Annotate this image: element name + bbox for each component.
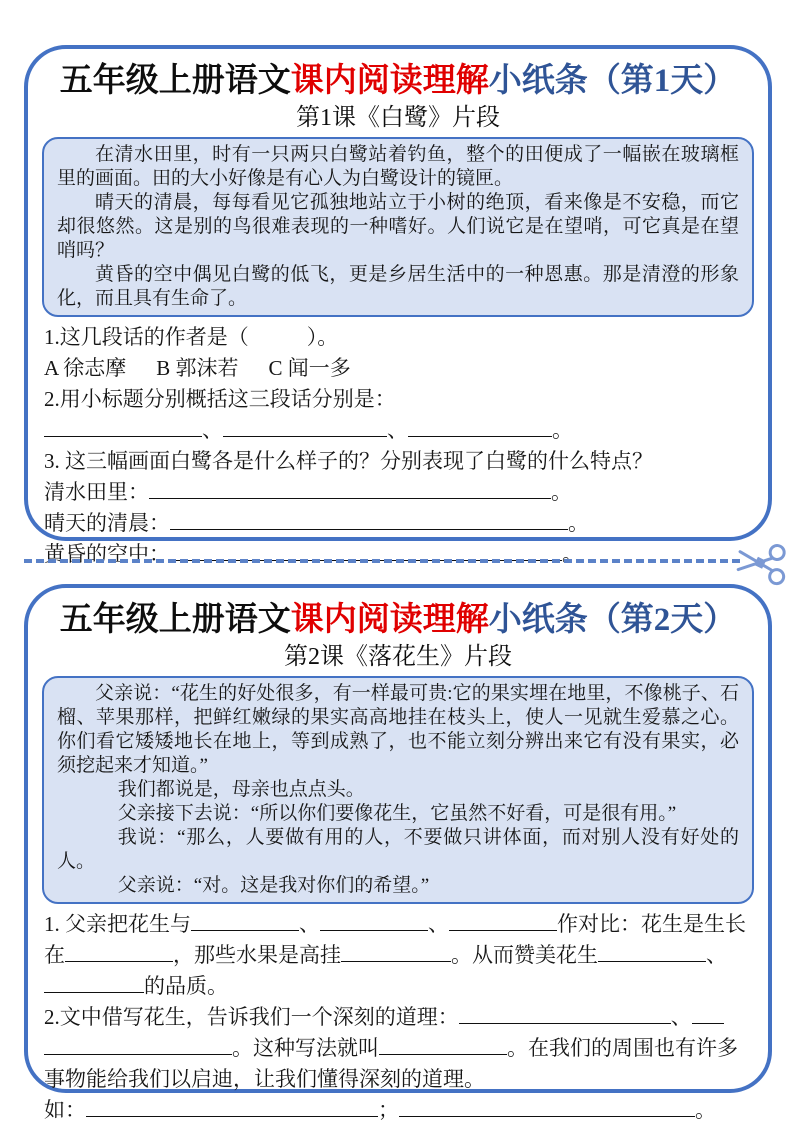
question-text: ；: [378, 1098, 399, 1122]
question-line: [44, 539, 752, 570]
question-line: [44, 508, 752, 539]
question-line: [44, 322, 752, 353]
question-text: 。: [551, 480, 572, 504]
answer-blank: [408, 415, 552, 437]
answer-blank: [341, 940, 451, 962]
passage-paragraph: 晴天的清晨，每每看见它孤独地站立于小树的绝顶，看来像是不安稳，而它却很悠然。这是别的鸟很难表现的一种嗜好。人们说它是在望哨，可它真是在望哨吗？: [57, 192, 739, 261]
question-text: 2.文中借写花生，告诉我们一个深刻的道理：: [44, 1005, 459, 1029]
answer-blank: [149, 477, 551, 499]
worksheet-title-day2: [42, 600, 754, 640]
question-text: ）。: [306, 325, 339, 349]
question-line: [44, 1002, 752, 1033]
question-text: 清水田里：: [44, 480, 149, 504]
answer-blank: [44, 1033, 232, 1055]
answer-blank: [692, 1002, 724, 1024]
answer-blank: [399, 1095, 695, 1117]
question-line: [44, 477, 752, 508]
question-line: [44, 1095, 752, 1122]
question-text: 、: [428, 912, 449, 936]
question-line: [44, 1064, 752, 1095]
question-text: 作对比：花生是生长: [557, 912, 746, 936]
question-line: [44, 384, 752, 415]
question-text: ，那些水果是高挂: [173, 943, 341, 967]
question-text: A 徐志摩: [44, 356, 127, 380]
question-text: 。: [568, 511, 589, 535]
title-grade-part: 五年级上册语文: [59, 63, 291, 99]
question-text: 黄昏的空中：: [44, 542, 170, 566]
passage-paragraph: 父亲接下去说：“所以你们要像花生，它虽然不好看，可是很有用。”: [117, 803, 677, 824]
reading-passage-day1: [42, 137, 754, 317]
answer-gap: [239, 354, 269, 375]
question-text: 在: [44, 943, 65, 967]
question-line: [44, 415, 752, 446]
reading-passage-day2: [42, 676, 754, 904]
question-text: 。: [552, 418, 573, 442]
question-line: [44, 909, 752, 940]
question-text: 晴天的清晨：: [44, 511, 170, 535]
title-topic-part: 课内阅读理解: [290, 63, 489, 99]
answer-blank: [223, 415, 387, 437]
answer-gap: [249, 323, 307, 344]
question-text: 。: [562, 542, 583, 566]
passage-paragraph: 在清水田里，时有一只两只白鹭站着钓鱼，整个的田便成了一幅嵌在玻璃框里的画面。田的大小好像是有心人为白鹭设计的镜匣。: [57, 144, 739, 189]
question-text: 、: [387, 418, 408, 442]
question-text: 、: [202, 418, 223, 442]
question-text: 的品质。: [144, 974, 228, 998]
answer-blank: [459, 1002, 671, 1024]
question-line: [44, 971, 752, 1002]
answer-blank: [320, 909, 428, 931]
question-text: 1.这几段话的作者是（: [44, 325, 249, 349]
question-text: 。在我们的周围也有许多: [507, 1036, 738, 1060]
answer-blank: [65, 940, 173, 962]
question-text: C 闻一多: [268, 356, 351, 380]
question-text: B 郭沫若: [156, 356, 239, 380]
question-text: 。: [695, 1098, 716, 1122]
worksheet-title-day1: [42, 61, 754, 101]
question-text: 2.用小标题分别概括这三段话分别是：: [44, 387, 396, 411]
question-text: 、: [670, 1005, 692, 1029]
question-text: 。从而赞美花生: [451, 943, 598, 967]
question-text: 如：: [44, 1098, 86, 1122]
question-line: [44, 353, 752, 384]
title-day-part: 小纸条（第2天）: [488, 602, 737, 638]
question-text: 1. 父亲把花生与: [44, 912, 191, 936]
question-text: 、: [299, 912, 320, 936]
answer-blank: [44, 415, 202, 437]
question-text: 。这种写法就叫: [232, 1036, 379, 1060]
answer-blank: [598, 940, 706, 962]
title-topic-part: 课内阅读理解: [290, 602, 489, 638]
answer-blank: [379, 1033, 507, 1055]
scissors-icon: [733, 534, 790, 591]
passage-paragraph: 我们都说是，母亲也点点头。: [117, 779, 365, 800]
answer-blank: [191, 909, 299, 931]
question-text: 3. 这三幅画面白鹭各是什么样子的？分别表现了白鹭的什么特点？: [44, 449, 653, 473]
passage-paragraph: 父亲说：“花生的好处很多，有一样最可贵:它的果实埋在地里，不像桃子、石榴、苹果那样，把鲜红嫩绿的果实高高地挂在枝头上，使人一见就生爱慕之心。你们看它矮矮地长在地上，等到成熟了，也不能立刻分辨出来它有没有果实，必须挖起来才知道。”: [57, 683, 739, 776]
dashed-cut-line: [24, 559, 740, 563]
question-line: [44, 940, 752, 971]
lesson-subtitle-day2: 第2课《落花生》片段: [284, 644, 512, 670]
answer-gap: [126, 354, 156, 375]
answer-blank: [86, 1095, 378, 1117]
title-day-part: 小纸条（第1天）: [488, 63, 737, 99]
answer-blank: [44, 971, 144, 993]
passage-paragraph: 黄昏的空中偶见白鹭的低飞，更是乡居生活中的一种恩惠。那是清澄的形象化，而且具有生命了。: [57, 264, 739, 309]
questions-area-day1: [42, 317, 754, 570]
question-line: [44, 1033, 752, 1064]
questions-area-day2: [42, 904, 754, 1122]
question-line: [44, 446, 752, 477]
question-text: 、: [706, 943, 727, 967]
lesson-subtitle-day1: 第1课《白鹭》片段: [296, 105, 500, 131]
passage-paragraph: 父亲说：“对。这是我对你们的希望。”: [117, 875, 430, 896]
answer-blank: [170, 508, 568, 530]
passage-paragraph: 我说：“那么，人要做有用的人，不要做只讲体面，而对别人没有好处的人。: [57, 827, 739, 872]
answer-blank: [170, 539, 562, 561]
question-text: 事物能给我们以启迪，让我们懂得深刻的道理。: [44, 1067, 485, 1091]
worksheet-card-day1: [24, 45, 772, 566]
answer-blank: [449, 909, 557, 931]
worksheet-card-day2: [24, 584, 772, 1122]
title-grade-part: 五年级上册语文: [59, 602, 291, 638]
